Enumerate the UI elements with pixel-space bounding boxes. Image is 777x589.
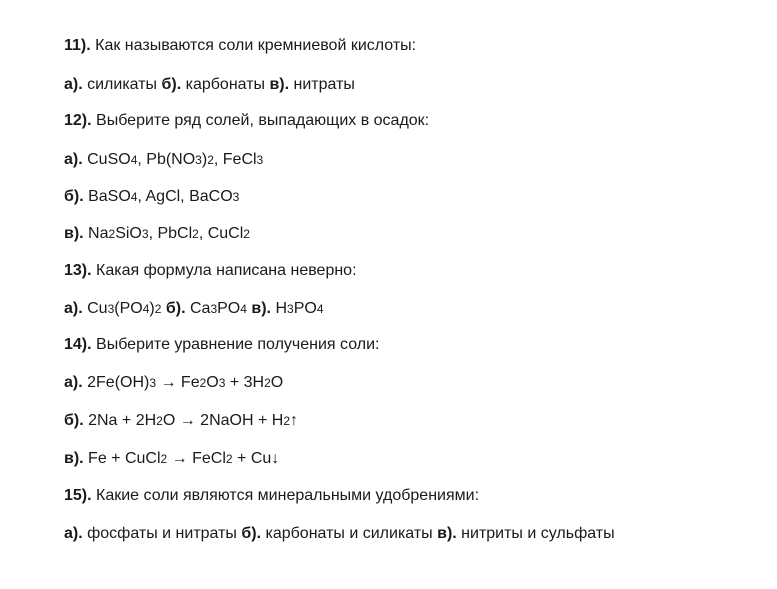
formula-subscript: 2 bbox=[207, 153, 214, 167]
option-14-c bbox=[64, 449, 279, 469]
formula-part: → FeCl bbox=[167, 450, 226, 467]
formula-subscript: 2 bbox=[160, 452, 168, 466]
formula-subscript: 2 bbox=[264, 376, 271, 390]
formula-subscript: 3 bbox=[287, 302, 294, 316]
question-15 bbox=[64, 486, 479, 506]
option-label-a: а). bbox=[64, 76, 83, 93]
formula-subscript: 2 bbox=[154, 302, 162, 316]
formula-part: , AgCl, BaCO bbox=[137, 188, 233, 205]
formula-part: , CuCl bbox=[198, 225, 244, 242]
option-12-a bbox=[64, 150, 263, 170]
formula-subscript: 3 bbox=[107, 302, 115, 316]
formula-subscript: 3 bbox=[195, 153, 202, 167]
formula-part: BaSO bbox=[83, 188, 131, 205]
question-text: Какие соли являются минеральными удобрениями: bbox=[91, 487, 480, 504]
formula-subscript: 3 bbox=[256, 153, 264, 167]
question-number: 11). bbox=[64, 37, 91, 54]
option-label: б). bbox=[64, 412, 84, 429]
option-12-b bbox=[64, 187, 239, 207]
formula-part: H bbox=[271, 300, 287, 317]
question-text: Как называются соли кремниевой кислоты: bbox=[90, 37, 417, 54]
formula-part: O → 2NaOH + H bbox=[162, 412, 284, 429]
option-label-c: в). bbox=[251, 300, 271, 317]
option-text-c: нитриты и сульфаты bbox=[456, 525, 615, 542]
formula-subscript: 3 bbox=[210, 302, 218, 316]
formula-subscript: 4 bbox=[316, 302, 324, 316]
option-14-b bbox=[64, 411, 298, 431]
formula-subscript: 4 bbox=[240, 302, 247, 316]
formula-subscript: 2 bbox=[156, 414, 163, 428]
option-label-b: б). bbox=[165, 300, 186, 317]
formula-part: O bbox=[270, 374, 284, 391]
option-label-a: а). bbox=[64, 525, 83, 542]
formula-part: ↑ bbox=[290, 412, 298, 429]
option-label-c: в). bbox=[269, 76, 290, 93]
formula-part: SiO bbox=[115, 225, 142, 242]
formula-part: ) bbox=[149, 300, 155, 317]
question-text: Какая формула написана неверно: bbox=[91, 262, 357, 279]
formula-subscript: 2 bbox=[192, 227, 199, 241]
question-number: 12). bbox=[64, 112, 92, 129]
formula-subscript: 2 bbox=[283, 414, 290, 428]
option-label: б). bbox=[64, 188, 84, 205]
option-label: а). bbox=[64, 374, 83, 391]
formula-part: + Cu↓ bbox=[232, 450, 280, 467]
formula-subscript: 2 bbox=[108, 227, 116, 241]
formula-subscript: 4 bbox=[130, 153, 138, 167]
formula-part: , FeCl bbox=[213, 151, 257, 168]
option-text-a: фосфаты и нитраты bbox=[82, 525, 242, 542]
formula-subscript: 3 bbox=[218, 376, 226, 390]
answers-15 bbox=[64, 524, 615, 544]
answers-11 bbox=[64, 75, 355, 95]
formula-subscript: 3 bbox=[232, 190, 240, 204]
option-label: в). bbox=[64, 225, 84, 242]
option-label: в). bbox=[64, 450, 84, 467]
formula-part: O bbox=[206, 374, 219, 391]
formula-part: → Fe bbox=[156, 374, 200, 391]
question-number: 15). bbox=[64, 487, 92, 504]
formula-part: Ca bbox=[185, 300, 211, 317]
formula-part: , PbCl bbox=[148, 225, 193, 242]
formula-part: 2Fe(OH) bbox=[82, 374, 150, 391]
option-text-b: карбонаты bbox=[181, 76, 270, 93]
option-text-c: нитраты bbox=[289, 76, 355, 93]
formula-subscript: 4 bbox=[142, 302, 150, 316]
option-label-a: а). bbox=[64, 300, 83, 317]
answers-13 bbox=[64, 299, 324, 319]
formula-part: + 3H bbox=[225, 374, 265, 391]
option-12-c bbox=[64, 224, 250, 244]
option-label-c: в). bbox=[437, 525, 457, 542]
formula-part: 2Na + 2H bbox=[83, 412, 157, 429]
formula-part: PO bbox=[293, 300, 317, 317]
formula-part: (PO bbox=[114, 300, 143, 317]
option-text-b: карбонаты и силикаты bbox=[261, 525, 438, 542]
formula-subscript: 2 bbox=[225, 452, 233, 466]
option-label: а). bbox=[64, 151, 83, 168]
option-label-b: б). bbox=[241, 525, 262, 542]
question-11 bbox=[64, 36, 416, 56]
formula-subscript: 2 bbox=[243, 227, 250, 241]
formula-part: ) bbox=[201, 151, 208, 168]
option-14-a bbox=[64, 373, 283, 393]
question-number: 14). bbox=[64, 336, 92, 353]
formula-part: PO bbox=[217, 300, 241, 317]
question-14 bbox=[64, 335, 379, 355]
option-label-b: б). bbox=[161, 76, 182, 93]
question-12 bbox=[64, 111, 429, 131]
formula-part: Na bbox=[83, 225, 109, 242]
option-text-a: силикаты bbox=[82, 76, 162, 93]
formula-part: Cu bbox=[82, 300, 108, 317]
formula-subscript: 3 bbox=[141, 227, 149, 241]
formula-subscript: 3 bbox=[149, 376, 157, 390]
formula-part: CuSO bbox=[82, 151, 131, 168]
formula-part: , Pb(NO bbox=[137, 151, 196, 168]
question-text: Выберите уравнение получения соли: bbox=[91, 336, 380, 353]
question-number: 13). bbox=[64, 262, 92, 279]
question-text: Выберите ряд солей, выпадающих в осадок: bbox=[91, 112, 430, 129]
formula-subscript: 4 bbox=[130, 190, 138, 204]
formula-part: Fe + CuCl bbox=[83, 450, 161, 467]
question-13 bbox=[64, 261, 357, 281]
formula-subscript: 2 bbox=[199, 376, 207, 390]
